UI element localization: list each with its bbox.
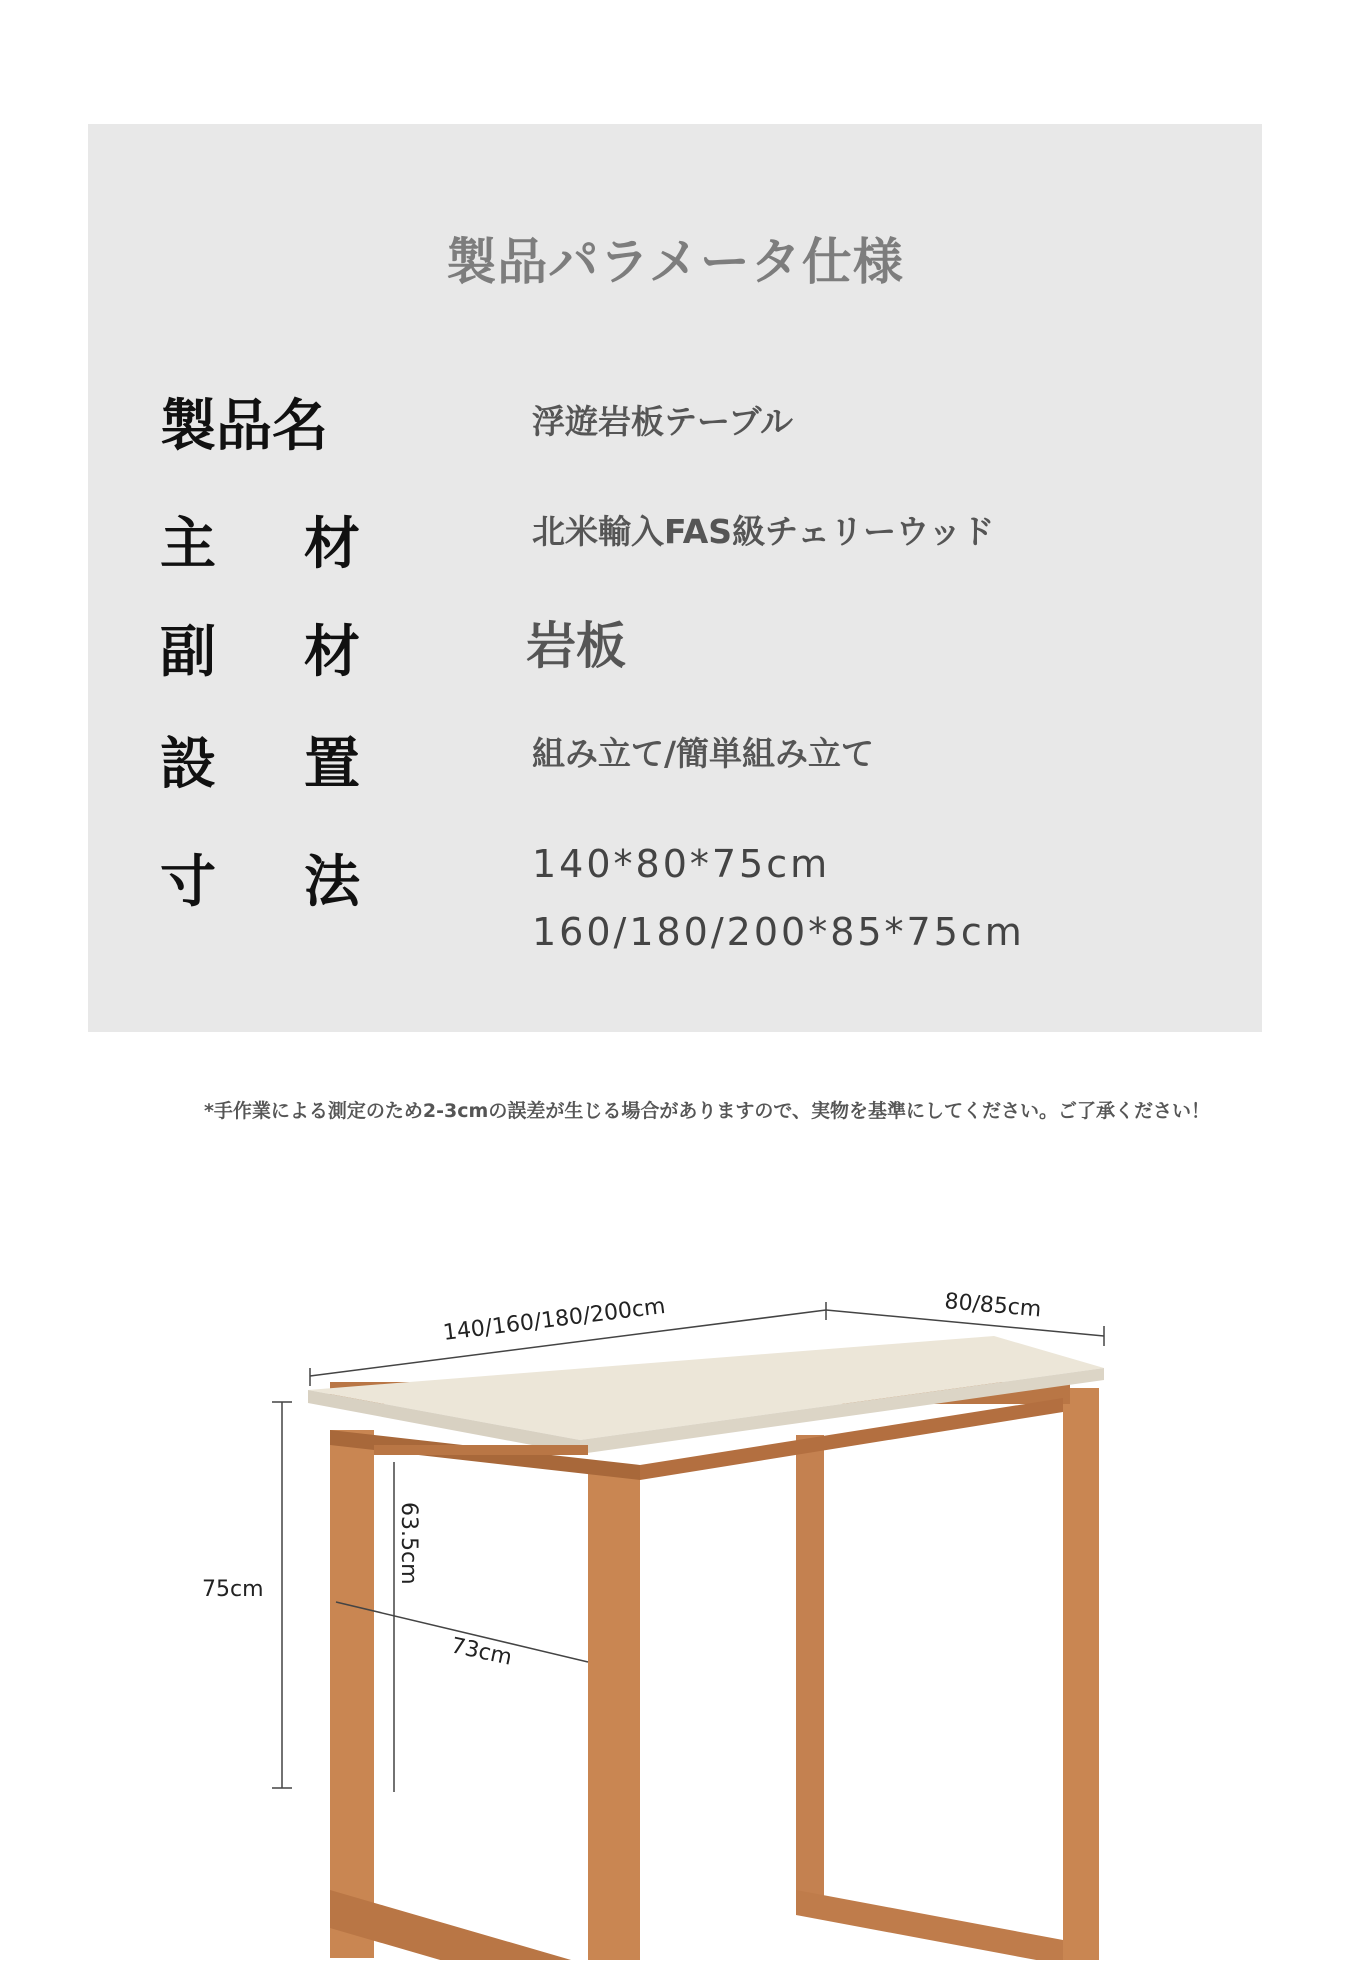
label-char-b: 置 xyxy=(304,732,360,797)
label-text: 製品名 xyxy=(160,394,328,459)
label-main-material xyxy=(160,500,360,580)
width-dimension-label: 140/160/180/200cm xyxy=(441,1293,667,1346)
label-product-name xyxy=(160,382,360,462)
value-main-material: 北米輸入FAS級チェリーウッド xyxy=(532,512,995,551)
clearance-dimension-label: 63.5cm xyxy=(396,1502,421,1585)
label-dimensions xyxy=(160,838,360,918)
leg-span-dimension-label: 73cm xyxy=(448,1633,515,1671)
value-installation: 組み立て/簡単組み立て xyxy=(532,734,875,773)
value-product-name: 浮遊岩板テーブル xyxy=(532,402,794,441)
label-char-b: 法 xyxy=(304,850,360,915)
back-right-leg xyxy=(796,1388,1099,1960)
spec-title: 製品パラメータ仕様 xyxy=(446,233,904,291)
label-char-b: 材 xyxy=(304,512,360,577)
label-char-a: 設 xyxy=(160,732,216,797)
table-diagram xyxy=(0,1240,1350,1960)
label-sub-material xyxy=(160,608,360,688)
depth-dimension-label: 80/85cm xyxy=(943,1289,1043,1323)
measurement-note: *手作業による測定のため2-3cmの誤差が生じる場合がありますので、実物を基準にしてください。ご了承ください！ xyxy=(204,1100,1210,1122)
label-char-b: 材 xyxy=(304,620,360,685)
value-dimensions-2: 160/180/200*85*75cm xyxy=(532,910,1025,954)
front-left-leg xyxy=(330,1430,640,1960)
label-installation xyxy=(160,720,360,800)
value-dimensions-1: 140*80*75cm xyxy=(532,842,831,886)
height-dimension-label: 75cm xyxy=(202,1577,264,1602)
label-char-a: 副 xyxy=(160,620,216,685)
label-char-a: 寸 xyxy=(160,850,216,915)
label-char-a: 主 xyxy=(160,512,216,577)
value-sub-material: 岩板 xyxy=(526,617,626,675)
